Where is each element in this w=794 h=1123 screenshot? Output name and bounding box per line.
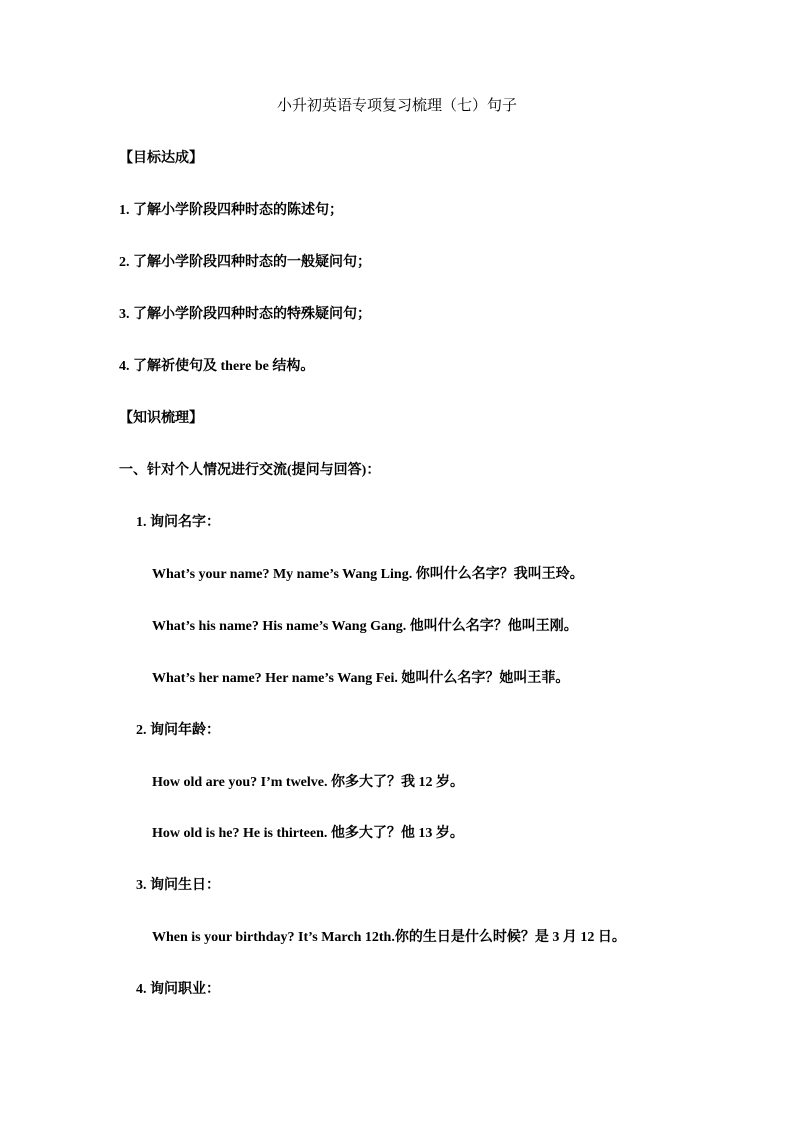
goal-item: 1. 了解小学阶段四种时态的陈述句； — [119, 203, 343, 218]
page-title: 小升初英语专项复习梳理（七）句子 — [276, 98, 517, 114]
topic-label: 4. 询问职业： — [136, 982, 220, 997]
topic-label: 1. 询问名字： — [136, 515, 220, 530]
goal-item: 4. 了解祈使句及 there be 结构。 — [119, 359, 315, 374]
example-sentence: How old are you? I’m twelve. 你多大了？我 12 岁。 — [152, 775, 464, 790]
goal-item: 3. 了解小学阶段四种时态的特殊疑问句； — [119, 307, 371, 322]
goals-heading: 【目标达成】 — [119, 151, 203, 166]
example-sentence: How old is he? He is thirteen. 他多大了？他 13 岁。 — [152, 826, 464, 841]
example-sentence: What’s her name? Her name’s Wang Fei. 她叫什么名字？她叫王菲。 — [152, 671, 570, 686]
example-sentence: When is your birthday? It’s March 12th.你的生日是什么时候？是 3 月 12 日。 — [152, 930, 626, 945]
topic-label: 3. 询问生日： — [136, 878, 220, 893]
example-sentence: What’s his name? His name’s Wang Gang. 他叫什么名字？他叫王刚。 — [152, 619, 578, 634]
example-sentence: What’s your name? My name’s Wang Ling. 你叫什么名字？我叫王玲。 — [152, 567, 584, 582]
knowledge-heading: 【知识梳理】 — [119, 411, 203, 426]
part1-heading: 一、针对个人情况进行交流(提问与回答)： — [119, 463, 381, 478]
goal-item: 2. 了解小学阶段四种时态的一般疑问句； — [119, 255, 371, 270]
topic-label: 2. 询问年龄： — [136, 723, 220, 738]
